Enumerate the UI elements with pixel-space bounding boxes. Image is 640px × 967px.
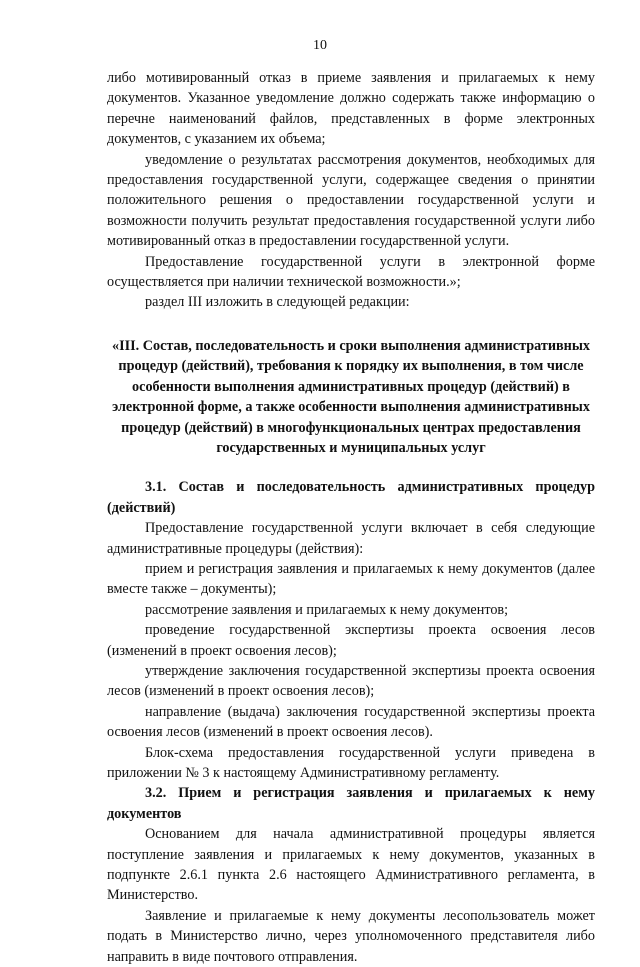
paragraph: Заявление и прилагаемые к нему документы лесопользователь может подать в Министерство лично, через уполномоченного представителя либо направить в виде почтового отправления. bbox=[107, 907, 595, 965]
paragraph: Предоставление государственной услуги в электронной форме осуществляется при наличии технической возможности.»; bbox=[107, 253, 595, 291]
document-body bbox=[107, 68, 595, 967]
paragraph: Предоставление государственной услуги включает в себя следующие административные процедуры (действия): bbox=[107, 520, 595, 557]
subsection-heading: 3.2. Прием и регистрация заявления и прилагаемых к нему документов bbox=[107, 785, 595, 822]
paragraph: уведомление о результатах рассмотрения документов, необходимых для предоставления государственной услуги, содержащее сведения о принятии положительного решения о предоставлении государственной услуги и возможности получить результат предоставления государственной услуги либо мотивированный отказ в предоставлении государственной услуги. bbox=[107, 151, 595, 250]
paragraph: прием и регистрация заявления и прилагаемых к нему документов (далее вместе также – документы); bbox=[107, 560, 595, 598]
paragraph: направление (выдача) заключения государственной экспертизы проекта освоения лесов (изменений в проект освоения лесов). bbox=[107, 703, 595, 741]
paragraph: рассмотрение заявления и прилагаемых к нему документов; bbox=[145, 601, 509, 618]
page-number: 10 bbox=[313, 38, 327, 53]
paragraph: либо мотивированный отказ в приеме заявления и прилагаемых к нему документов. Указанное уведомление должно содержать также информацию о перечне наименований файлов, представленных в форме электронных документов, с указанием их объема; bbox=[107, 70, 595, 148]
paragraph: Основанием для начала административной процедуры является поступление заявления и прилагаемых к нему документов, указанных в подпункте 2.6.1 пункта 2.6 настоящего Административного регламента, в Министерство. bbox=[107, 826, 595, 904]
paragraph: утверждение заключения государственной экспертизы проекта освоения лесов (изменений в проект освоения лесов); bbox=[107, 662, 595, 700]
paragraph: проведение государственной экспертизы проекта освоения лесов (изменений в проект освоения лесов); bbox=[107, 622, 595, 659]
paragraph: раздел III изложить в следующей редакции: bbox=[145, 294, 410, 311]
section-title: «III. Состав, последовательность и сроки выполнения административных процедур (действий), требования к порядку их выполнения, в том числе особенности выполнения административных процедур (действий) в электронной форме, а также особенности выполнения административных процедур (действий) в многофункциональных центрах предоставления государственных и муниципальных услуг bbox=[111, 337, 591, 456]
subsection-heading: 3.1. Состав и последовательность административных процедур (действий) bbox=[107, 479, 595, 516]
paragraph: Блок-схема предоставления государственной услуги приведена в приложении № 3 к настоящему Административному регламенту. bbox=[107, 744, 595, 781]
